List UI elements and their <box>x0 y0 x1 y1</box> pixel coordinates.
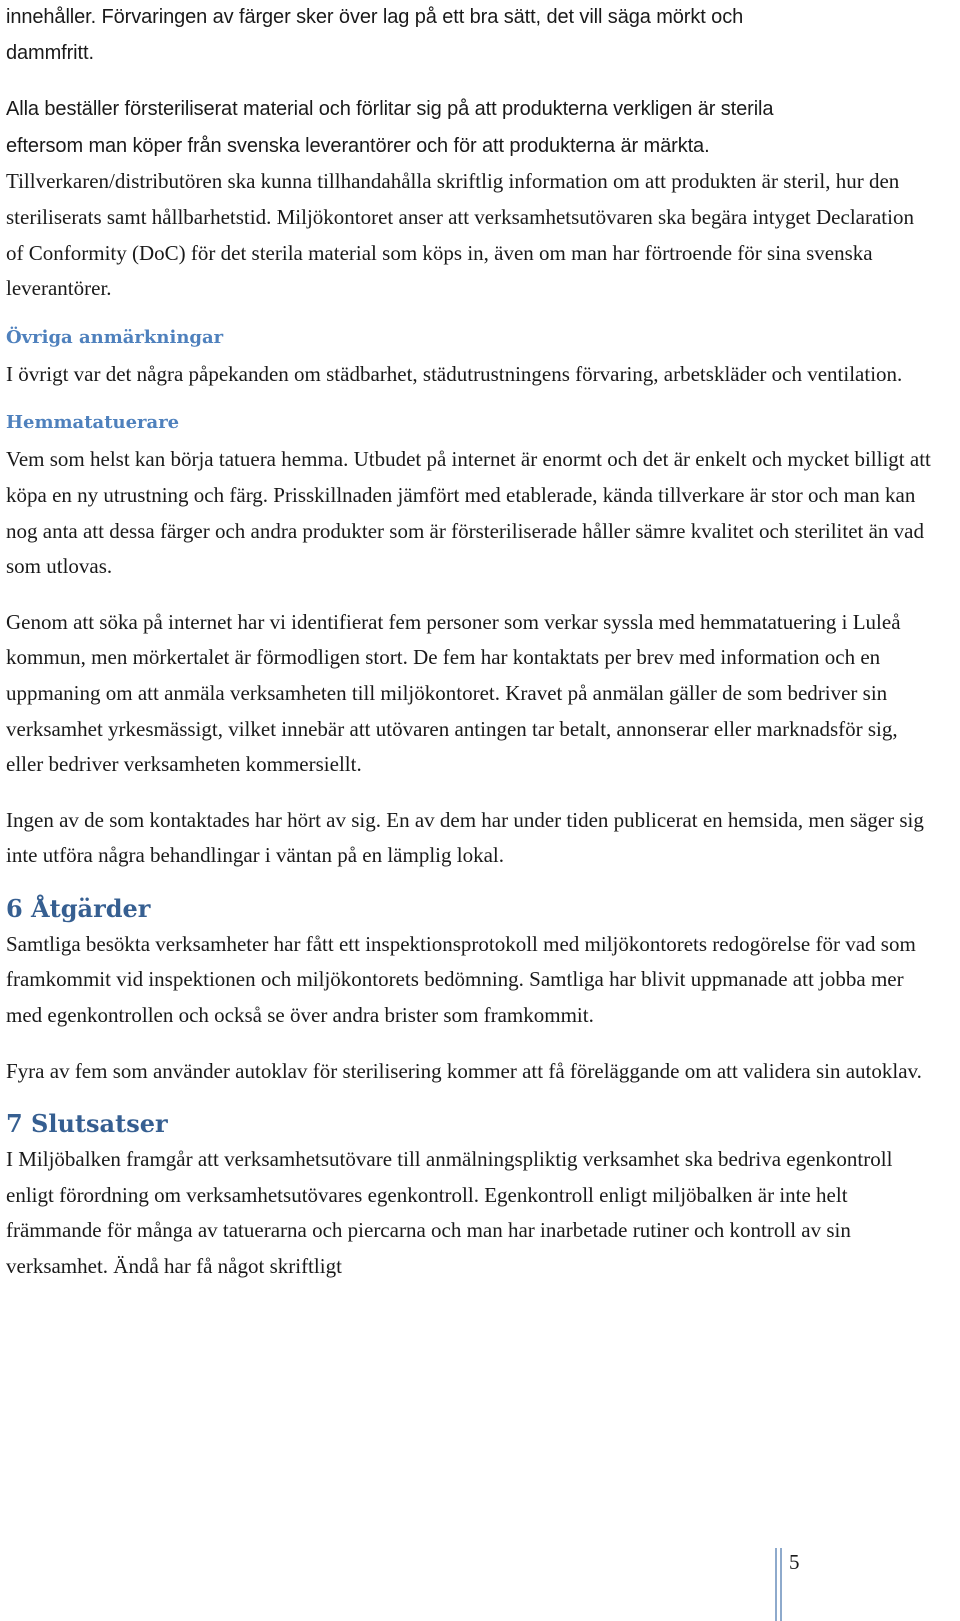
page-number-rule-secondary <box>780 1548 782 1621</box>
page-number: 5 <box>789 1550 800 1574</box>
sterile-serif-text: Tillverkaren/distributören ska kunna tillhandahålla skriftlig information om att produkten är steril, hur den steriliserats samt hållbarhetstid. Miljökontoret anser att verksamhetsutövaren ska begära intyget Declaration of Conformity (DoC) för det sterila material som köps in, även om man har förtroende för sina svenska leverantörer. <box>6 169 914 301</box>
paragraph-hemmatatuerare-2: Genom att söka på internet har vi identifierat fem personer som verkar syssla med hemmatatuering i Luleå kommun, men mörkertalet är förmodligen stort. De fem har kontaktats per brev med information och en uppmaning om att anmäla verksamheten till miljökontoret. Kravet på anmälan gäller de som bedriver sin verksamhet yrkesmässigt, vilket innebär att utövaren antingen tar betalt, annonserar eller marknadsför sig, eller bedriver verksamheten kommersiellt. <box>6 609 901 777</box>
paragraph-ovriga: I övrigt var det några påpekanden om städbarhet, städutrustningens förvaring, arbetskläder och ventilation. <box>6 361 903 386</box>
heading-ovriga-anmarkningar: Övriga anmärkningar <box>6 326 224 348</box>
paragraph-hemmatatuerare-3: Ingen av de som kontaktades har hört av sig. En av dem har under tiden publicerat en hemsida, men säger sig inte utföra några behandlingar i väntan på en lämplig lokal. <box>6 807 924 868</box>
document-page <box>6 0 936 1285</box>
storage-line-2: dammfritt. <box>6 41 94 64</box>
heading-slutsatser: 7 Slutsatser <box>6 1109 168 1139</box>
paragraph-atgarder-2: Fyra av fem som använder autoklav för sterilisering kommer att få föreläggande om att validera sin autoklav. <box>6 1058 922 1083</box>
storage-line-1: innehåller. Förvaringen av färger sker över lag på ett bra sätt, det vill säga mörkt och <box>6 6 744 28</box>
paragraph-sterile-material <box>6 91 936 307</box>
page-footer <box>775 1548 835 1621</box>
sterile-sans-line-2: eftersom man köper från svenska leverantörer och för att produkterna är märkta. <box>6 134 710 157</box>
paragraph-storage <box>6 0 936 71</box>
heading-hemmatatuerare: Hemmatatuerare <box>6 412 180 434</box>
paragraph-slutsatser: I Miljöbalken framgår att verksamhetsutövare till anmälningspliktig verksamhet ska bedriva egenkontroll enligt förordning om verksamhetsutövares egenkontroll. Egenkontroll enligt miljöbalken är inte helt främmande för många av tatuerarna och piercarna och man har inarbetade rutiner och kontroll av sin verksamhet. Ändå har få något skriftligt <box>6 1147 893 1279</box>
page-number-rule <box>775 1548 777 1621</box>
heading-atgarder: 6 Åtgärder <box>6 893 151 923</box>
paragraph-hemmatatuerare-1: Vem som helst kan börja tatuera hemma. Utbudet på internet är enormt och det är enkelt och mycket billigt att köpa en ny utrustning och färg. Prisskillnaden jämfört med etablerade, kända tillverkare är stor och man kan nog anta att dessa färger och andra produkter som är försteriliserade håller sämre kvalitet och sterilitet än vad som utlovas. <box>6 447 931 579</box>
paragraph-atgarder-1: Samtliga besökta verksamheter har fått ett inspektionsprotokoll med miljökontorets redogörelse för vad som framkommit vid inspektionen och miljökontorets bedömning. Samtliga har blivit uppmanade att jobba mer med egenkontrollen och också se över andra brister som framkommit. <box>6 931 916 1028</box>
sterile-sans-line-1: Alla beställer försteriliserat material och förlitar sig på att produkterna verkligen är sterila <box>6 98 774 121</box>
